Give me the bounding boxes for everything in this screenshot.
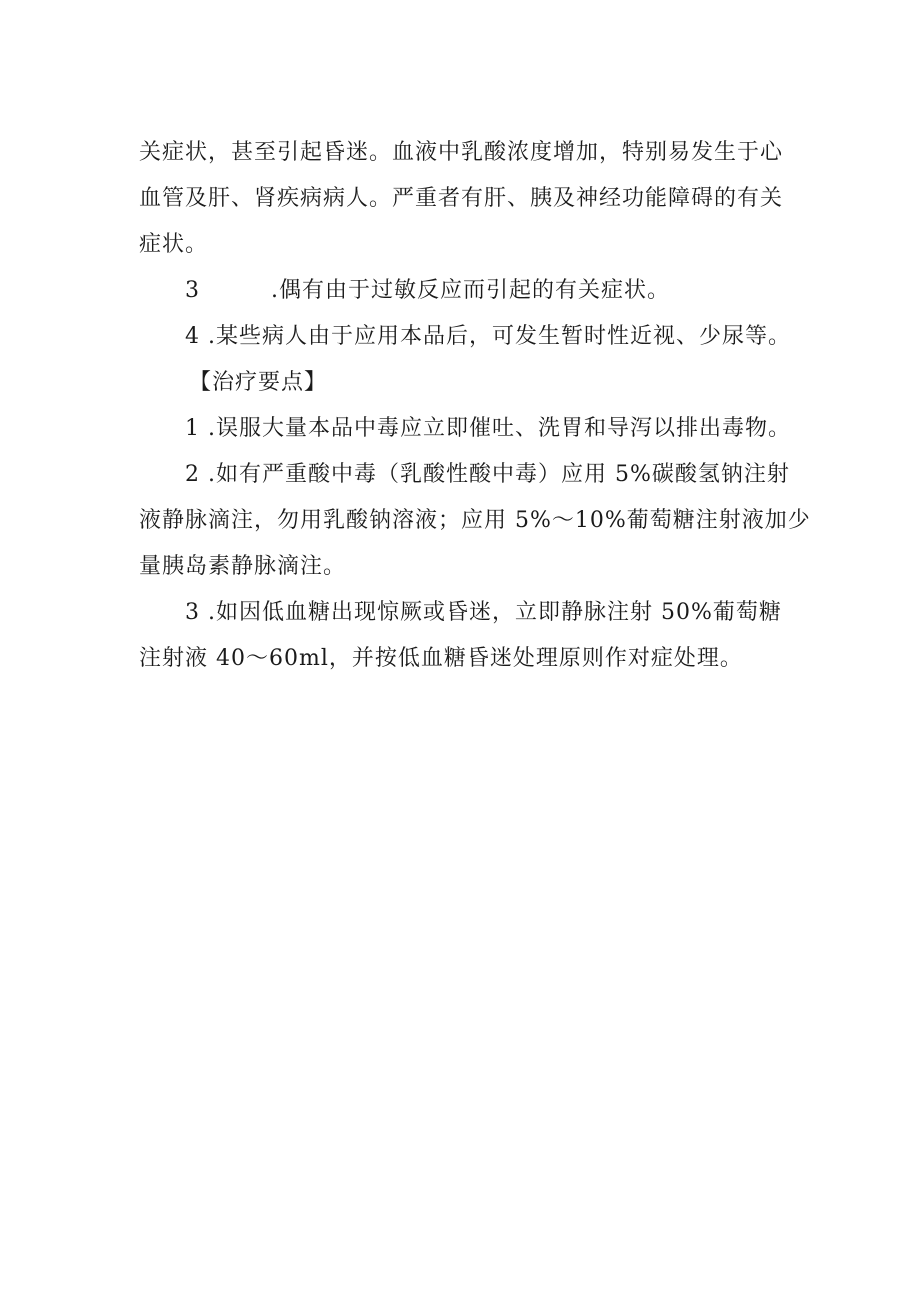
list-item-text: .偶有由于过敏反应而引起的有关症状。 bbox=[271, 278, 670, 303]
paragraph-line: 关症状，甚至引起昏迷。血液中乳酸浓度增加，特别易发生于心 bbox=[139, 140, 784, 165]
treatment-item-3-line1: 3 .如因低血糖出现惊厥或昏迷，立即静脉注射 50%葡萄糖 bbox=[185, 600, 782, 625]
document-body bbox=[139, 130, 811, 682]
treatment-item-3-line2: 注射液 40～60ml，并按低血糖昏迷处理原则作对症处理。 bbox=[139, 646, 743, 671]
list-item-4: 4 .某些病人由于应用本品后，可发生暂时性近视、少尿等。 bbox=[185, 324, 791, 349]
treatment-item-2-line2: 液静脉滴注，勿用乳酸钠溶液；应用 5%～10%葡萄糖注射液加少 bbox=[139, 508, 811, 533]
list-item-3 bbox=[139, 268, 799, 314]
paragraph-line: 血管及肝、肾疾病病人。严重者有肝、胰及神经功能障碍的有关 bbox=[139, 186, 784, 211]
treatment-item-2-line3: 量胰岛素静脉滴注。 bbox=[139, 554, 347, 579]
treatment-item-2-line1: 2 .如有严重酸中毒（乳酸性酸中毒）应用 5%碳酸氢钠注射 bbox=[185, 462, 790, 487]
paragraph-line: 症状。 bbox=[139, 232, 209, 257]
section-heading: 【治疗要点】 bbox=[189, 370, 328, 395]
list-item-number: 3 bbox=[185, 278, 200, 303]
treatment-item-1: 1 .误服大量本品中毒应立即催吐、洗胃和导泻以排出毒物。 bbox=[185, 416, 791, 441]
